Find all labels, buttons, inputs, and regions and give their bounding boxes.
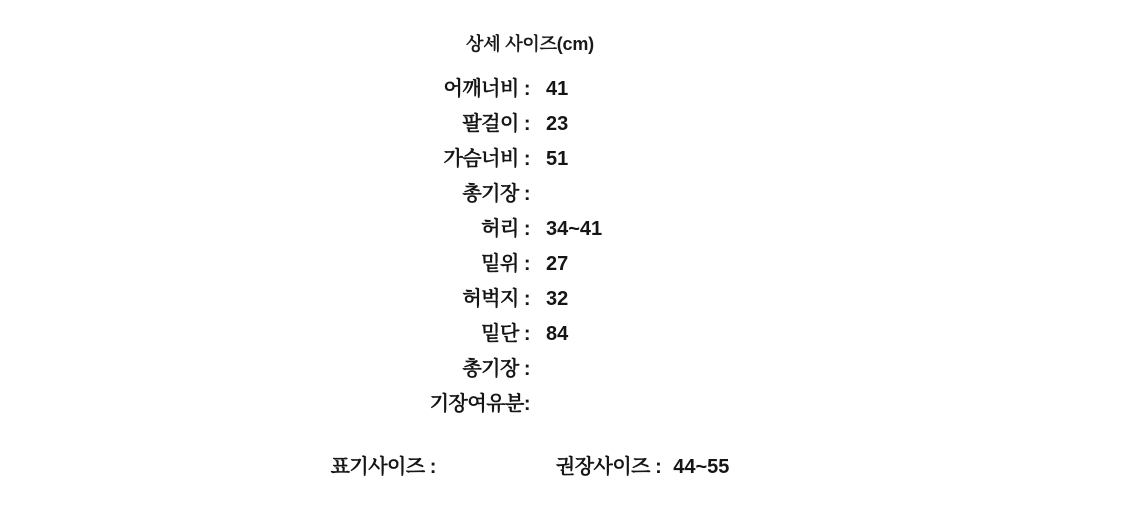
measurement-label: 기장여유분: bbox=[429, 393, 530, 415]
measurement-label: 허벅지 : bbox=[462, 288, 530, 310]
measurement-label: 총기장 : bbox=[462, 358, 530, 380]
list-item bbox=[0, 282, 1060, 317]
measurement-value: 41 bbox=[546, 78, 569, 100]
measurement-value: 27 bbox=[546, 253, 569, 275]
measurement-value: 32 bbox=[546, 288, 569, 310]
measurement-label: 어깨너비 : bbox=[443, 78, 530, 100]
measurement-list bbox=[0, 72, 1060, 422]
list-item bbox=[0, 387, 1060, 422]
list-item bbox=[0, 352, 1060, 387]
measurement-label: 총기장 : bbox=[462, 183, 530, 205]
page-title: 상세 사이즈(cm) bbox=[466, 34, 594, 54]
measurement-label: 가슴너비 : bbox=[443, 148, 530, 170]
recommended-size-label: 권장사이즈 : bbox=[555, 456, 662, 478]
size-footer bbox=[0, 450, 1060, 479]
measurement-value: 23 bbox=[546, 113, 569, 135]
list-item bbox=[0, 177, 1060, 212]
recommended-size-value: 44~55 bbox=[673, 456, 730, 478]
list-item bbox=[0, 142, 1060, 177]
measurement-label: 밑단 : bbox=[481, 323, 530, 345]
list-item bbox=[0, 212, 1060, 247]
measurement-value: 51 bbox=[546, 148, 569, 170]
marked-size-label: 표기사이즈 : bbox=[330, 456, 436, 478]
measurement-label: 밑위 : bbox=[481, 253, 530, 275]
list-item bbox=[0, 247, 1060, 282]
measurement-value: 84 bbox=[546, 323, 569, 345]
measurement-label: 허리 : bbox=[481, 218, 530, 240]
measurement-label: 팔걸이 : bbox=[462, 113, 530, 135]
list-item bbox=[0, 72, 1060, 107]
list-item bbox=[0, 107, 1060, 142]
list-item bbox=[0, 317, 1060, 352]
measurement-value: 34~41 bbox=[546, 218, 603, 240]
